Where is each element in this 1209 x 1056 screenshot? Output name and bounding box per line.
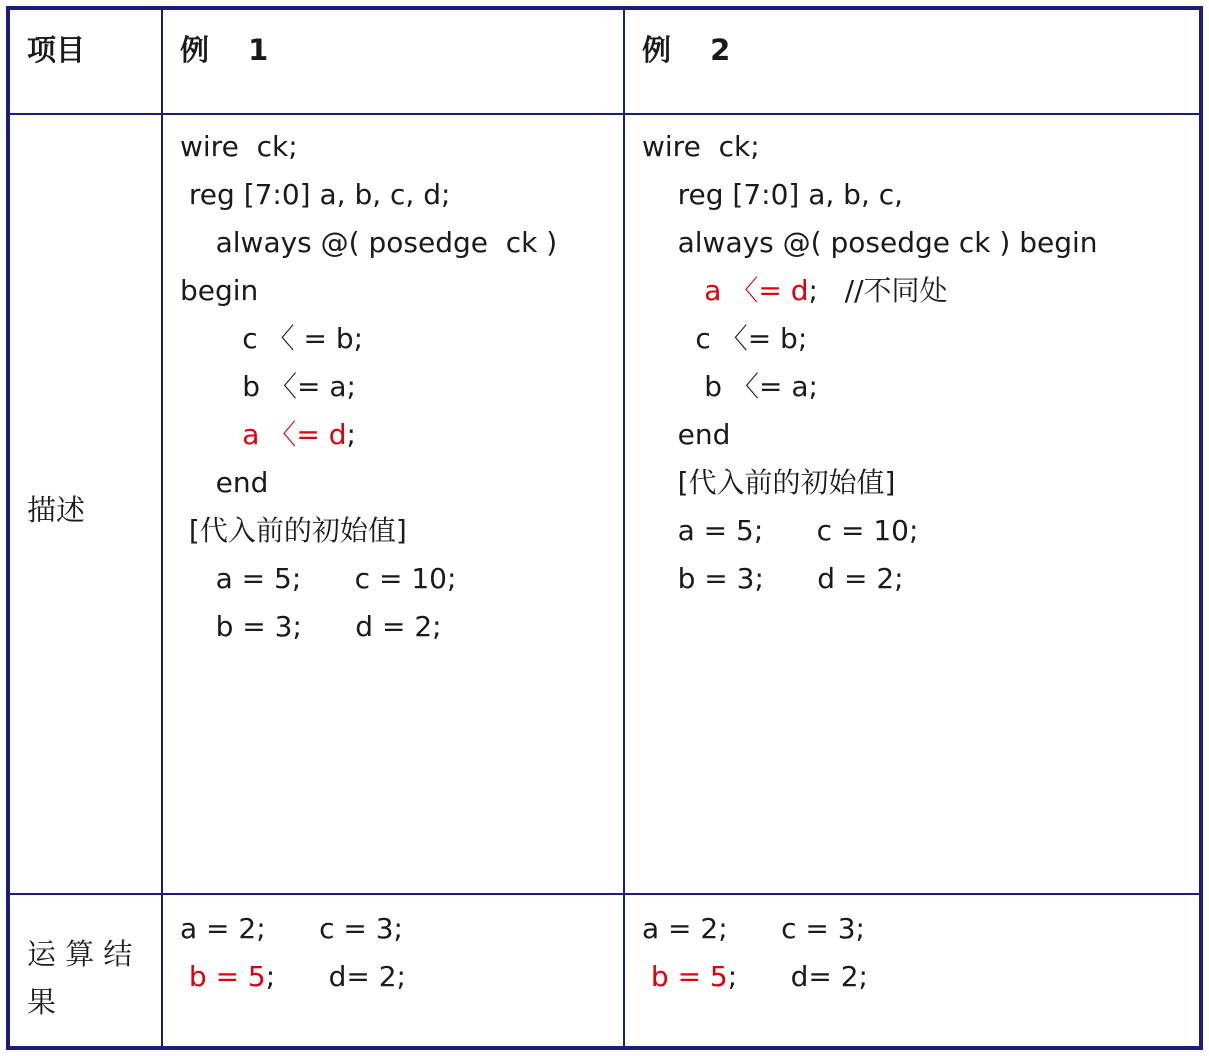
code-line — [180, 514, 407, 548]
code-text: wire ck; — [180, 130, 298, 163]
code-suffix: ; d= 2; — [265, 960, 406, 993]
code-text: b = 3; d = 2; — [642, 562, 904, 595]
highlighted-code: a 〈= d — [180, 418, 347, 451]
row-divider-2 — [10, 893, 1199, 895]
highlighted-code: b = 5 — [180, 960, 266, 993]
header-item-label: 项目 — [27, 33, 86, 67]
code-line — [180, 178, 450, 212]
highlighted-code: b = 5 — [642, 960, 728, 993]
code-text: a = 2; c = 3; — [642, 912, 865, 945]
code-line — [180, 466, 268, 500]
code-text: c 〈 = b; — [180, 322, 364, 355]
code-text: b 〈= a; — [180, 370, 356, 403]
code-text: [代入前的初始值] — [180, 514, 407, 547]
code-suffix: ; //不同处 — [808, 274, 948, 307]
code-text: end — [642, 418, 731, 451]
code-suffix: ; — [346, 418, 356, 451]
code-line — [642, 514, 918, 548]
code-text: end — [180, 466, 269, 499]
code-text: a = 5; c = 10; — [642, 514, 919, 547]
code-text: wire ck; — [642, 130, 760, 163]
code-line — [642, 178, 903, 212]
code-line — [642, 322, 807, 356]
header-example2-label: 例 2 — [642, 33, 731, 67]
code-line — [180, 912, 403, 946]
code-text: [代入前的初始值] — [642, 466, 896, 499]
code-line — [642, 130, 760, 164]
code-line — [180, 610, 442, 644]
code-line — [642, 912, 865, 946]
header-example1-label: 例 1 — [180, 33, 269, 67]
code-line — [180, 370, 356, 404]
comparison-table — [6, 6, 1203, 1050]
code-text: reg [7:0] a, b, c, d; — [180, 178, 451, 211]
row-label-description: 描述 — [27, 493, 86, 527]
code-line — [642, 562, 904, 596]
row-label-result-line1: 运 算 结 — [27, 937, 133, 971]
code-line — [180, 130, 298, 164]
code-text: a = 2; c = 3; — [180, 912, 403, 945]
row-label-result-line2: 果 — [27, 985, 57, 1019]
column-divider-1 — [161, 10, 163, 1046]
code-line — [180, 226, 557, 260]
column-divider-2 — [623, 10, 625, 1046]
code-line — [642, 960, 868, 994]
code-line — [180, 322, 363, 356]
row-divider-1 — [10, 113, 1199, 115]
code-text: b 〈= a; — [642, 370, 818, 403]
code-line — [642, 226, 1098, 260]
code-line — [642, 274, 948, 308]
code-text: reg [7:0] a, b, c, — [642, 178, 904, 211]
code-line — [642, 418, 730, 452]
highlighted-code: a 〈= d — [642, 274, 809, 307]
code-text: always @( posedge ck ) — [180, 226, 558, 259]
code-line — [180, 274, 258, 308]
code-line — [180, 960, 406, 994]
code-line — [642, 466, 895, 500]
code-text: b = 3; d = 2; — [180, 610, 442, 643]
code-text: begin — [180, 274, 259, 307]
code-text: a = 5; c = 10; — [180, 562, 457, 595]
code-text: always @( posedge ck ) begin — [642, 226, 1098, 259]
code-suffix: ; d= 2; — [727, 960, 868, 993]
code-line — [180, 562, 456, 596]
code-line — [642, 370, 818, 404]
code-text: c 〈= b; — [642, 322, 808, 355]
code-line — [180, 418, 356, 452]
